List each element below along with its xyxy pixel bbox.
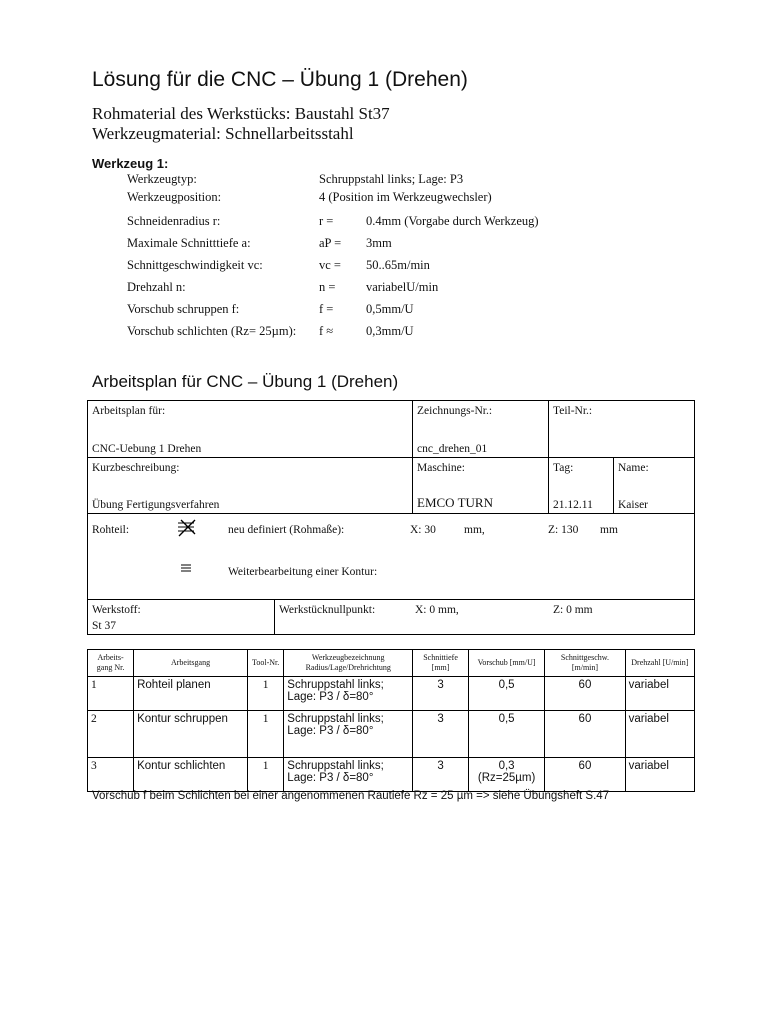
footnote: Vorschub f beim Schlichten bei einer angenommenen Rautiefe Rz = 25 µm => siehe Übungsheft S.47: [92, 790, 610, 802]
arbeitsplan-label: Arbeitsplan für:: [92, 405, 166, 417]
tool-param-symbol: r =: [319, 214, 334, 228]
tag-cell: [548, 457, 613, 513]
werkzeug-cell: [284, 758, 413, 792]
column-header: Schnittgeschw. [m/min]: [545, 650, 625, 677]
table-header-row: [88, 650, 695, 677]
rohteil-x: X: 30: [410, 524, 436, 536]
vorschub-cell: [468, 758, 544, 792]
row-number-cell-text: 3: [91, 760, 97, 772]
unchecked-box-icon: [180, 562, 192, 577]
column-header: Drehzahl [U/min]: [625, 650, 694, 677]
schnittgeschw-cell-text: 60: [578, 679, 592, 691]
tool-position-label: Werkzeugposition:: [127, 190, 222, 204]
rohteil-x-unit: mm,: [464, 524, 485, 536]
schnitttiefe-cell-text: 3: [437, 713, 444, 725]
drehzahl-cell: [625, 711, 694, 758]
schnitttiefe-cell: [413, 758, 469, 792]
tool-param-row: [127, 324, 607, 340]
tool-param-row: [127, 302, 607, 318]
tool-param-symbol: vc =: [319, 258, 341, 272]
arbeitsgang-cell: [134, 677, 248, 711]
arbeitsplan-cell: [88, 401, 412, 457]
tool-param-value: 0,3mm/U: [366, 324, 414, 338]
row-number-cell: [88, 758, 134, 792]
schnitttiefe-cell-text: 3: [437, 679, 444, 691]
tool-param-value: 0.4mm (Vorgabe durch Werkzeug): [366, 214, 539, 228]
tool-param-value: 3mm: [366, 236, 392, 250]
tool-heading: Werkzeug 1:: [92, 156, 169, 171]
zeichnung-value: cnc_drehen_01: [417, 443, 488, 455]
nullpunkt-x: X: 0 mm,: [415, 604, 459, 616]
maschine-label: Maschine:: [417, 462, 465, 474]
column-header: Schnittiefe [mm]: [413, 650, 469, 677]
rohteil-label: Rohteil:: [92, 524, 130, 536]
nullpunkt-label: Werkstücknullpunkt:: [279, 604, 376, 616]
nullpunkt-cell: [274, 599, 694, 635]
vorschub-cell-text: 0,5: [498, 679, 515, 691]
tool-cell-text: 1: [262, 713, 269, 725]
tool-cell-text: 1: [262, 760, 269, 772]
schnitttiefe-cell-text: 3: [437, 760, 444, 772]
vorschub-cell: [468, 711, 544, 758]
plan-heading: Arbeitsplan für CNC – Übung 1 (Drehen): [92, 372, 399, 391]
werkstoff-cell: [88, 599, 274, 635]
schnittgeschw-cell: [545, 711, 625, 758]
rohteil-z: Z: 130: [548, 524, 579, 536]
werkzeug-cell-text: Schruppstahl links;: [287, 760, 384, 772]
name-label: Name:: [618, 462, 649, 474]
tool-position-row: [127, 190, 607, 206]
arbeitsgang-cell-text: Kontur schlichten: [137, 760, 226, 772]
checked-box-icon: [176, 518, 198, 541]
tool-param-value: 50..65m/min: [366, 258, 430, 272]
werkstoff-label: Werkstoff:: [92, 604, 141, 616]
zeichnung-label: Zeichnungs-Nr.:: [417, 405, 493, 417]
tool-param-label: Schnittgeschwindigkeit vc:: [127, 258, 263, 272]
tag-value: 21.12.11: [553, 499, 593, 511]
arbeitsplan-value: CNC-Uebung 1 Drehen: [92, 443, 202, 455]
tool-param-row: [127, 258, 607, 274]
tool-param-symbol: f ≈: [319, 324, 334, 338]
maschine-value: EMCO TURN: [417, 495, 493, 510]
tool-cell: [247, 758, 283, 792]
tool-cell-text: 1: [262, 679, 269, 691]
tool-param-row: [127, 214, 607, 230]
vorschub-cell-text: 0,3: [498, 760, 515, 772]
row-number-cell-text: 2: [91, 713, 97, 725]
werkzeug-cell-text: Lage: P3 / δ=80°: [287, 691, 374, 703]
page-title: Lösung für die CNC – Übung 1 (Drehen): [92, 68, 468, 91]
werkzeug-cell-text: Lage: P3 / δ=80°: [287, 772, 374, 784]
schnittgeschw-cell-text: 60: [578, 713, 592, 725]
rohteil-option-weiter: Weiterbearbeitung einer Kontur:: [228, 566, 378, 578]
zeichnung-cell: [412, 401, 548, 457]
werkzeug-cell: [284, 677, 413, 711]
tool-type-row: [127, 172, 607, 188]
column-header: Arbeits-gang Nr.: [88, 650, 134, 677]
drehzahl-cell: [625, 677, 694, 711]
row-number-cell-text: 1: [91, 679, 97, 691]
vorschub-cell-text: (Rz=25µm): [477, 772, 536, 784]
tool-cell: [247, 711, 283, 758]
drehzahl-cell-text: variabel: [628, 713, 669, 725]
tool-param-row: [127, 236, 607, 252]
name-cell: [613, 457, 694, 513]
werkzeug-cell-text: Schruppstahl links;: [287, 679, 384, 691]
tool-param-value: variabelU/min: [366, 280, 439, 294]
werkzeug-cell-text: Lage: P3 / δ=80°: [287, 725, 374, 737]
werkzeugmaterial-line: Werkzeugmaterial: Schnellarbeitsstahl: [92, 124, 354, 143]
tool-param-symbol: n =: [319, 280, 336, 294]
teil-cell: [548, 401, 694, 457]
drehzahl-cell-text: variabel: [628, 679, 669, 691]
nullpunkt-z: Z: 0 mm: [553, 604, 593, 616]
tool-param-label: Maximale Schnitttiefe a:: [127, 236, 251, 250]
row-number-cell: [88, 677, 134, 711]
schnittgeschw-cell: [545, 758, 625, 792]
arbeitsgang-cell: [134, 711, 248, 758]
tool-type-value: Schruppstahl links; Lage: P3: [319, 172, 464, 186]
rohteil-z-unit: mm: [600, 524, 618, 536]
kurz-label: Kurzbeschreibung:: [92, 462, 180, 474]
operations-table: [87, 649, 695, 792]
tool-param-row: [127, 280, 607, 296]
tool-param-symbol: f =: [319, 302, 334, 316]
schnitttiefe-cell: [413, 677, 469, 711]
drehzahl-cell: [625, 758, 694, 792]
arbeitsgang-cell: [134, 758, 248, 792]
tool-param-symbol: aP =: [319, 236, 342, 250]
tool-param-label: Schneidenradius r:: [127, 214, 221, 228]
tool-cell: [247, 677, 283, 711]
column-header: Tool-Nr.: [247, 650, 283, 677]
vorschub-cell: [468, 677, 544, 711]
row-number-cell: [88, 711, 134, 758]
column-header: Werkzeugbezeichnung Radius/Lage/Drehrichtung: [284, 650, 413, 677]
werkzeug-cell: [284, 711, 413, 758]
werkstoff-value: St 37: [92, 620, 116, 632]
drehzahl-cell-text: variabel: [628, 760, 669, 772]
name-value: Kaiser: [618, 499, 649, 511]
column-header: Vorschub [mm/U]: [468, 650, 544, 677]
tool-param-label: Vorschub schruppen f:: [127, 302, 240, 316]
table-row: [88, 758, 695, 792]
tool-param-label: Drehzahl n:: [127, 280, 186, 294]
arbeitsgang-cell-text: Rohteil planen: [137, 679, 211, 691]
vorschub-cell-text: 0,5: [498, 713, 515, 725]
tool-param-label: Vorschub schlichten (Rz= 25µm):: [127, 324, 297, 338]
rohmaterial-line: Rohmaterial des Werkstücks: Baustahl St37: [92, 104, 390, 123]
schnittgeschw-cell: [545, 677, 625, 711]
schnitttiefe-cell: [413, 711, 469, 758]
kurz-cell: [88, 457, 412, 513]
table-row: [88, 677, 695, 711]
tool-position-value: 4 (Position im Werkzeugwechsler): [319, 190, 492, 204]
kurz-value: Übung Fertigungsverfahren: [92, 499, 220, 511]
column-header: Arbeitsgang: [134, 650, 248, 677]
arbeitsplan-box: [87, 400, 695, 635]
table-row: [88, 711, 695, 758]
tag-label: Tag:: [553, 462, 574, 474]
tool-type-label: Werkzeugtyp:: [127, 172, 197, 186]
rohteil-option-neu: neu definiert (Rohmaße):: [228, 524, 345, 536]
teil-label: Teil-Nr.:: [553, 405, 593, 417]
werkzeug-cell-text: Schruppstahl links;: [287, 713, 384, 725]
schnittgeschw-cell-text: 60: [578, 760, 592, 772]
arbeitsgang-cell-text: Kontur schruppen: [137, 713, 228, 725]
maschine-cell: [412, 457, 548, 513]
rohteil-cell: [88, 513, 694, 599]
tool-param-value: 0,5mm/U: [366, 302, 414, 316]
